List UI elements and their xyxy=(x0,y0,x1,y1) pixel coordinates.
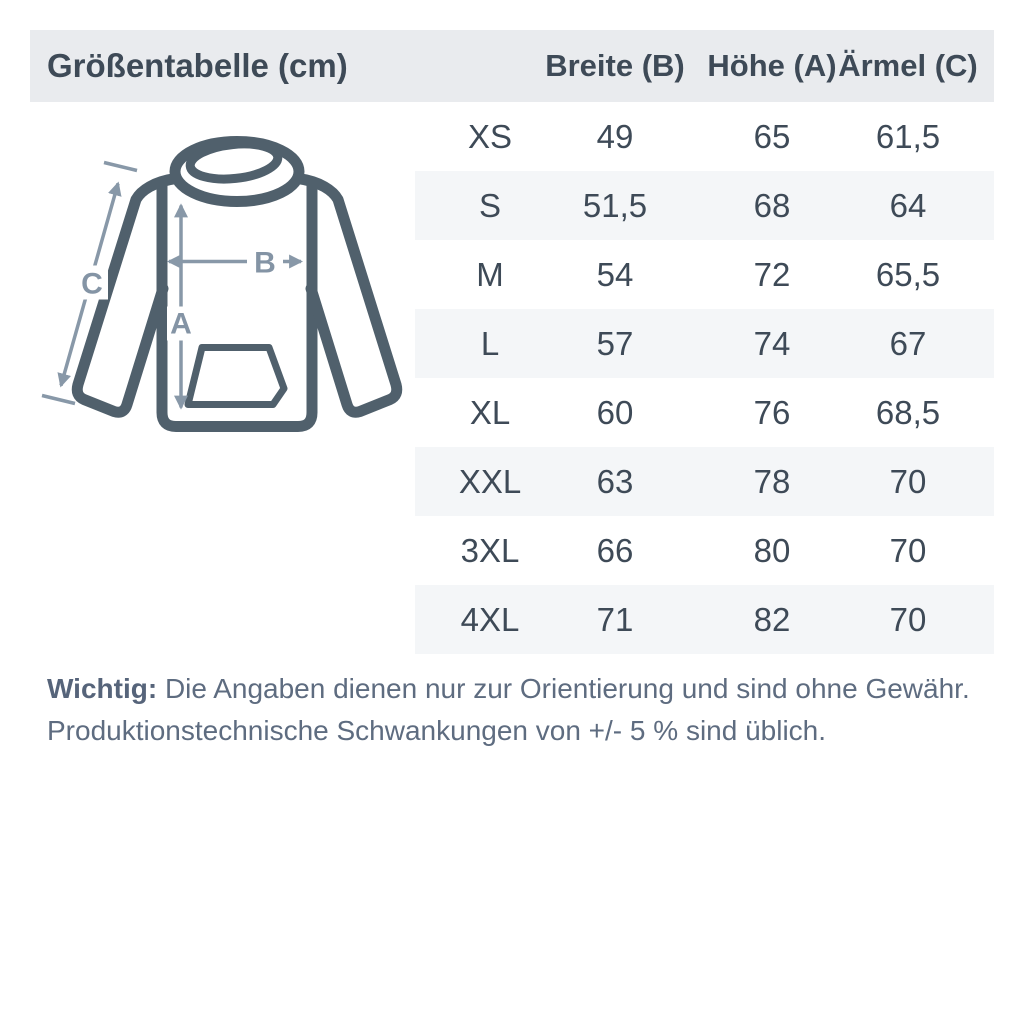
breite-cell: 49 xyxy=(596,118,634,155)
aermel-cell: 68,5 xyxy=(875,394,941,431)
aermel-cell: 65,5 xyxy=(875,256,941,293)
disclaimer-line-1-text: Die Angaben dienen nur zur Orientierung und sind ohne Gewähr. xyxy=(157,673,970,704)
table-row xyxy=(415,309,994,378)
table-row xyxy=(415,102,994,171)
size-cell: 4XL xyxy=(460,601,520,638)
disclaimer-note xyxy=(47,668,987,752)
column-header-hoehe: Höhe (A) xyxy=(707,48,837,83)
size-table-rows xyxy=(415,102,994,654)
size-cell: XL xyxy=(469,394,511,431)
hoehe-cell: 65 xyxy=(753,118,791,155)
size-cell: 3XL xyxy=(460,532,520,569)
size-cell: L xyxy=(480,325,500,362)
breite-cell: 57 xyxy=(596,325,634,362)
arrow-c-tick-bottom xyxy=(42,396,75,404)
size-chart-header-bar xyxy=(30,30,994,102)
table-row xyxy=(415,240,994,309)
hoehe-cell: 68 xyxy=(753,187,791,224)
hoehe-cell: 72 xyxy=(753,256,791,293)
hoodie-measurement-diagram xyxy=(40,118,420,453)
size-cell: XS xyxy=(467,118,513,155)
breite-cell: 51,5 xyxy=(582,187,648,224)
table-row xyxy=(415,585,994,654)
disclaimer-line-1 xyxy=(47,668,987,710)
aermel-cell: 67 xyxy=(889,325,927,362)
disclaimer-bold: Wichtig: xyxy=(47,673,158,704)
aermel-cell: 64 xyxy=(889,187,927,224)
aermel-cell: 61,5 xyxy=(875,118,941,155)
aermel-cell: 70 xyxy=(889,463,927,500)
hoehe-cell: 74 xyxy=(753,325,791,362)
size-cell: M xyxy=(476,256,504,293)
hoodie-outline-icon xyxy=(77,140,397,427)
table-row xyxy=(415,447,994,516)
hoehe-cell: 82 xyxy=(753,601,791,638)
table-row xyxy=(415,378,994,447)
aermel-cell: 70 xyxy=(889,532,927,569)
aermel-cell: 70 xyxy=(889,601,927,638)
arrow-c-tick-top xyxy=(104,163,137,171)
size-cell: S xyxy=(478,187,501,224)
breite-cell: 71 xyxy=(596,601,634,638)
column-header-aermel: Ärmel (C) xyxy=(838,48,978,83)
size-cell: XXL xyxy=(458,463,522,500)
hoehe-cell: 76 xyxy=(753,394,791,431)
label-a: A xyxy=(170,307,192,341)
breite-cell: 54 xyxy=(596,256,634,293)
table-row xyxy=(415,171,994,240)
disclaimer-line-2: Produktionstechnische Schwankungen von +/- 5 % sind üblich. xyxy=(47,715,827,746)
label-b: B xyxy=(254,246,276,280)
breite-cell: 66 xyxy=(596,532,634,569)
hoehe-cell: 80 xyxy=(753,532,791,569)
breite-cell: 60 xyxy=(596,394,634,431)
breite-cell: 63 xyxy=(596,463,634,500)
label-c: C xyxy=(81,267,103,301)
page-title: Größentabelle (cm) xyxy=(47,47,348,84)
column-header-breite: Breite (B) xyxy=(545,48,685,83)
table-row xyxy=(415,516,994,585)
hoehe-cell: 78 xyxy=(753,463,791,500)
